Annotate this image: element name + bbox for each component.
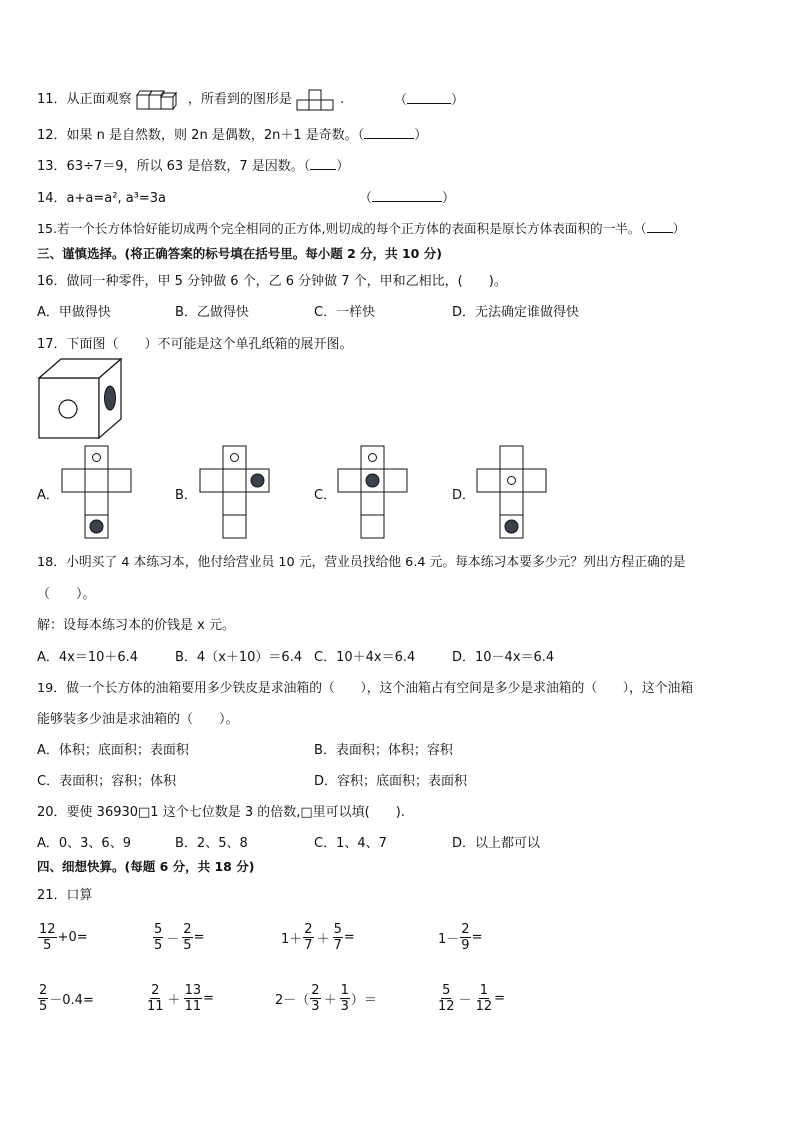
option-17-d[interactable]: D．: [452, 488, 476, 503]
calc-2: $\frac{5}{5}$ － $\frac{2}{5}$ =: [154, 922, 205, 953]
net-c: [338, 445, 410, 539]
question-21: 21．口算: [37, 888, 93, 903]
option-17-a[interactable]: A．: [37, 488, 59, 503]
calc-8: $\frac{5}{12}$ － $\frac{1}{12}$ =: [438, 983, 506, 1014]
answer-blank[interactable]: [407, 91, 451, 104]
net-b: [200, 445, 272, 539]
option-19-b[interactable]: B．表面积；体积；容积: [314, 743, 453, 758]
question-18-solution: 解：设每本练习本的价钱是 x 元。: [37, 618, 235, 633]
question-18-line2: （ ）。: [37, 587, 96, 602]
option-18-c[interactable]: C．10＋4x＝6.4: [314, 650, 416, 665]
option-16-d[interactable]: D．无法确定谁做得快: [452, 305, 580, 320]
option-16-b[interactable]: B．乙做得快: [175, 305, 249, 320]
option-18-d[interactable]: D．10－4x＝6.4: [452, 650, 555, 665]
option-20-b[interactable]: B．2、5、8: [175, 836, 248, 851]
question-16: 16．做同一种零件，甲 5 分钟做 6 个，乙 6 分钟做 7 个，甲和乙相比，( )。: [37, 274, 507, 289]
net-a: [62, 445, 134, 539]
option-19-c[interactable]: C．表面积；容积；体积: [37, 774, 177, 789]
question-17: 17．下面图（ ）不可能是这个单孔纸箱的展开图。: [37, 337, 353, 352]
calc-3: 1＋ $\frac{2}{7}$ ＋ $\frac{5}{7}$ =: [281, 922, 355, 953]
option-20-c[interactable]: C．1、4、7: [314, 836, 387, 851]
question-14: 14．a+a=a², a³=3a: [37, 191, 167, 206]
answer-blank[interactable]: [364, 126, 414, 139]
calc-4: 1－ $\frac{2}{9}$ =: [438, 922, 483, 953]
question-19-line2: 能够装多少油是求油箱的（ ）。: [37, 712, 239, 727]
answer-blank[interactable]: [372, 189, 442, 202]
calc-7: 2－（ $\frac{2}{3}$ ＋ $\frac{1}{3}$ ）＝: [275, 983, 377, 1014]
question-18: 18．小明买了 4 本练习本，他付给营业员 10 元，营业员找给他 6.4 元。每本练习本要多少元？列出方程正确的是: [37, 555, 686, 570]
option-18-b[interactable]: B．4（x＋10）＝6.4: [175, 650, 303, 665]
question-19: 19．做一个长方体的油箱要用多少铁皮是求油箱的（ ），这个油箱占有空间是多少是求油箱的（ ），这个油箱: [37, 681, 694, 696]
answer-paren-11: （ ）: [394, 93, 465, 108]
question-12: 12．如果 n 是自然数，则 2n 是偶数，2n＋1 是奇数。（ ）: [37, 128, 428, 143]
question-20: 20．要使 36930□1 这个七位数是 3 的倍数,□里可以填( ).: [37, 805, 405, 820]
question-13: 13．63÷7＝9，所以 63 是倍数，7 是因数。（ ）: [37, 159, 350, 174]
question-15: 15.若一个长方体恰好能切成两个完全相同的正方体,则切成的每个正方体的表面积是原长方体表面积的一半。（ ）: [37, 221, 686, 236]
option-16-c[interactable]: C．一样快: [314, 305, 376, 320]
single-hole-box-figure: [38, 358, 122, 440]
option-20-a[interactable]: A．0、3、6、9: [37, 836, 131, 851]
calc-5: $\frac{2}{5}$ －0.4=: [39, 983, 94, 1014]
option-16-a[interactable]: A．甲做得快: [37, 305, 111, 320]
calc-6: $\frac{2}{11}$ ＋ $\frac{13}{11}$ =: [147, 983, 215, 1014]
option-18-a[interactable]: A．4x＝10＋6.4: [37, 650, 139, 665]
section-4-heading: 四、细想快算。(每题 6 分，共 18 分): [37, 859, 255, 874]
option-17-b[interactable]: B．: [175, 488, 197, 503]
answer-blank[interactable]: [310, 157, 336, 170]
option-19-d[interactable]: D．容积；底面积；表面积: [314, 774, 468, 789]
answer-paren-14: （ ）: [359, 191, 456, 206]
front-view-icon: [296, 89, 336, 111]
net-d: [477, 445, 549, 539]
answer-blank[interactable]: [647, 220, 673, 233]
option-20-d[interactable]: D．以上都可以: [452, 836, 541, 851]
calc-1: $\frac{12}{5}$ +0=: [39, 922, 88, 953]
section-3-heading: 三、谨慎选择。(将正确答案的标号填在括号里。每小题 2 分，共 10 分): [37, 246, 442, 261]
cube-stack-icon: [136, 90, 184, 110]
question-11: 11．从正面观察 ，所看到的图形是 .: [37, 88, 344, 111]
option-17-c[interactable]: C．: [314, 488, 337, 503]
option-19-a[interactable]: A．体积；底面积；表面积: [37, 743, 189, 758]
